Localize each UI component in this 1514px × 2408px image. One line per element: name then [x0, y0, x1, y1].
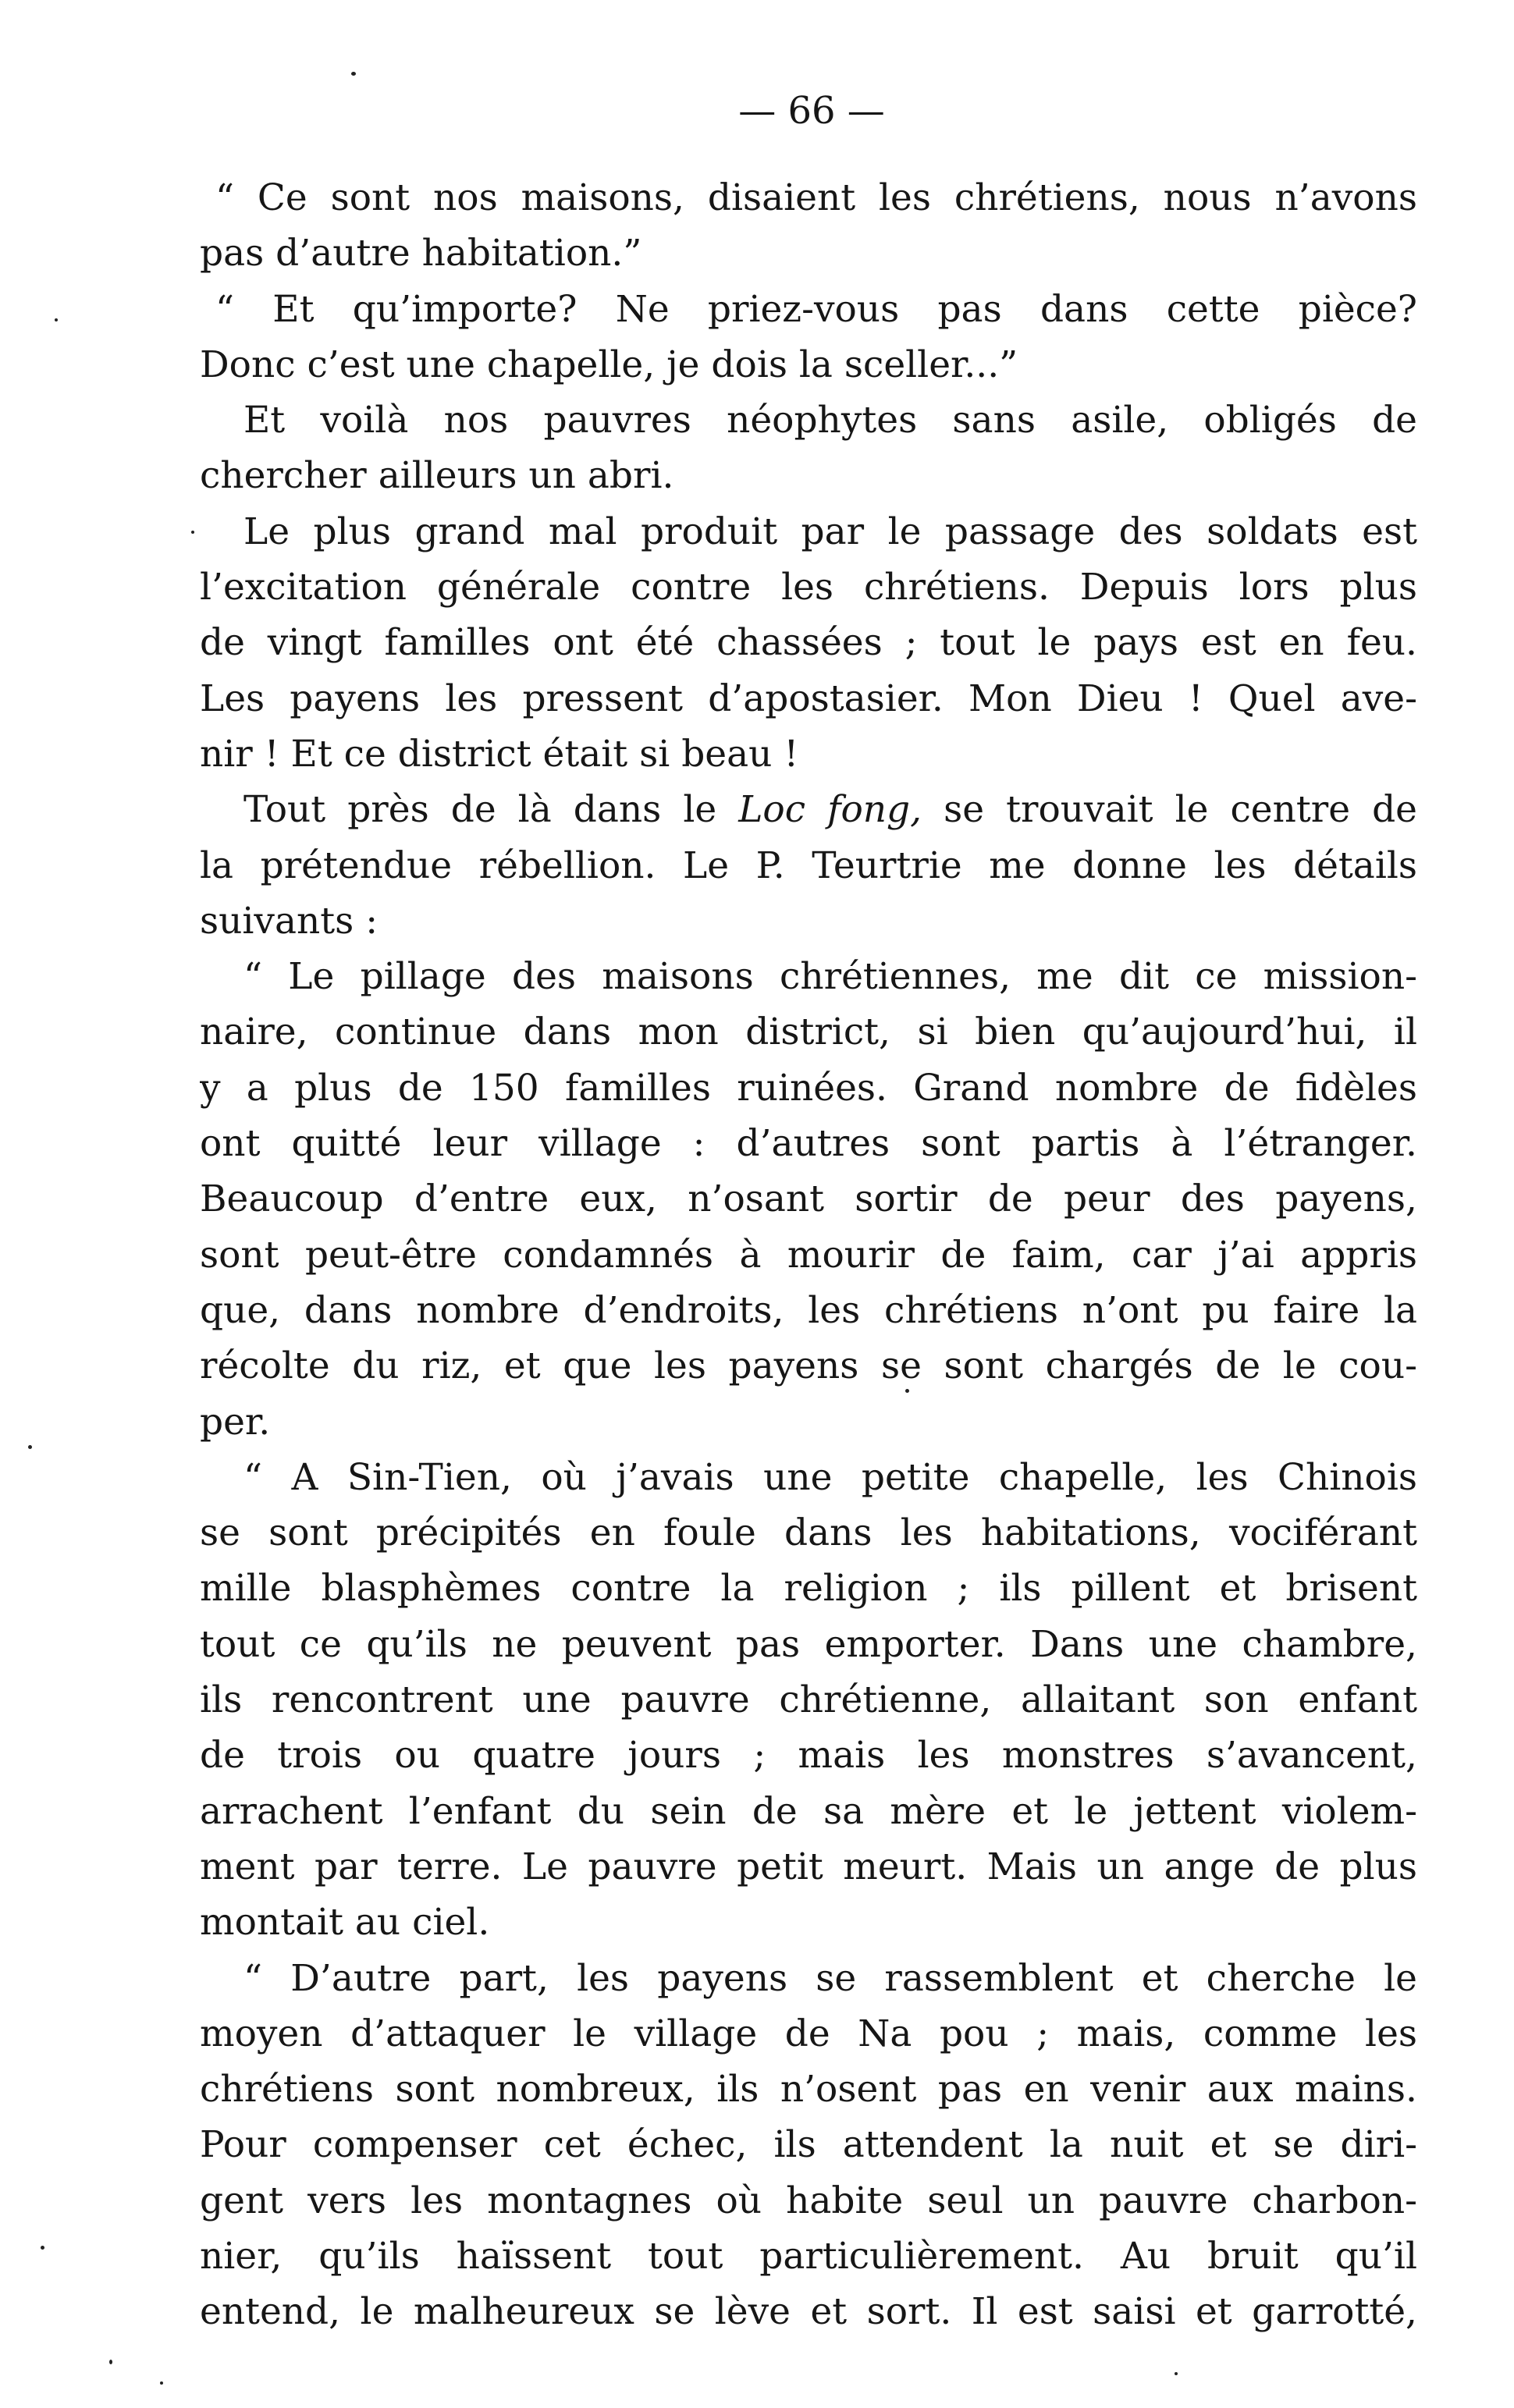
- text-line: per.: [200, 1400, 271, 1444]
- text-line: “ Et qu’importe? Ne priez-vous pas dans cette pièce?: [215, 287, 1417, 331]
- italic-place-name: Loc fong,: [738, 788, 922, 832]
- scan-speck: [905, 1389, 909, 1393]
- scan-speck: [41, 2246, 44, 2250]
- text-line: Beaucoup d’entre eux, n’osant sortir de peur des payens,: [200, 1177, 1417, 1221]
- text-line: “ A Sin-Tien, où j’avais une petite chapelle, les Chinois: [243, 1455, 1417, 1499]
- scan-speck: [351, 72, 356, 76]
- text-line: que, dans nombre d’endroits, les chrétiens n’ont pu faire la: [200, 1288, 1417, 1332]
- text-line: chercher ailleurs un abri.: [200, 454, 674, 498]
- text-line: sont peut-être condamnés à mourir de faim, car j’ai appris: [200, 1233, 1417, 1277]
- text-line: ment par terre. Le pauvre petit meurt. Mais un ange de plus: [200, 1845, 1417, 1888]
- text-line: “ Le pillage des maisons chrétiennes, me dit ce mission-: [243, 955, 1417, 999]
- text-line: arrachent l’enfant du sein de sa mère et le jettent violem-: [200, 1789, 1417, 1833]
- text-line: de vingt familles ont été chassées ; tout le pays est en feu.: [200, 621, 1417, 665]
- text-line: Le plus grand mal produit par le passage des soldats est: [243, 510, 1417, 553]
- text-line: mille blasphèmes contre la religion ; ils pillent et brisent: [200, 1567, 1417, 1611]
- text-line: nir ! Et ce district était si beau !: [200, 732, 799, 776]
- scan-speck: [109, 2360, 112, 2364]
- text-line: Et voilà nos pauvres néophytes sans asile, obligés de: [243, 399, 1417, 442]
- text-line: Les payens les pressent d’apostasier. Mon Dieu ! Quel ave-: [200, 677, 1417, 720]
- scan-speck: [55, 318, 58, 321]
- text-segment: se trouvait le centre de: [922, 788, 1417, 832]
- text-line: tout ce qu’ils ne peuvent pas emporter. Dans une chambre,: [200, 1622, 1417, 1666]
- text-line: ils rencontrent une pauvre chrétienne, allaitant son enfant: [200, 1678, 1417, 1722]
- text-line: pas d’autre habitation.”: [200, 232, 642, 275]
- page-number: — 66 —: [738, 89, 885, 133]
- text-line: chrétiens sont nombreux, ils n’osent pas en venir aux mains.: [200, 2068, 1417, 2111]
- text-line: y a plus de 150 familles ruinées. Grand nombre de fidèles: [200, 1066, 1417, 1110]
- text-line: la prétendue rébellion. Le P. Teurtrie me donne les détails: [200, 844, 1417, 887]
- scan-speck: [1175, 2372, 1178, 2375]
- scan-speck: [28, 1445, 32, 1449]
- text-line: moyen d’attaquer le village de Na pou ; mais, comme les: [200, 2012, 1417, 2055]
- text-line: “ D’autre part, les payens se rassemblent et cherche le: [243, 1956, 1417, 2000]
- text-line: récolte du riz, et que les payens se sont chargés de le cou-: [200, 1344, 1417, 1388]
- text-line: Pour compenser cet échec, ils attendent la nuit et se diri-: [200, 2123, 1417, 2167]
- text-line: montait au ciel.: [200, 1901, 490, 1945]
- text-line: ont quitté leur village : d’autres sont partis à l’étranger.: [200, 1122, 1417, 1166]
- text-line: nier, qu’ils haïssent tout particulièrement. Au bruit qu’il: [200, 2234, 1417, 2278]
- text-line: entend, le malheureux se lève et sort. Il est saisi et garrotté,: [200, 2290, 1417, 2334]
- text-line: [200, 782, 1417, 837]
- body-text: [200, 170, 1417, 2340]
- text-line: de trois ou quatre jours ; mais les monstres s’avancent,: [200, 1734, 1417, 1778]
- text-line: suivants :: [200, 899, 378, 943]
- text-line: l’excitation générale contre les chrétiens. Depuis lors plus: [200, 566, 1417, 609]
- scan-speck: [160, 2381, 163, 2385]
- text-segment: Tout près de là dans le: [243, 788, 739, 832]
- text-line: gent vers les montagnes où habite seul un pauvre charbon-: [200, 2179, 1417, 2222]
- text-line: “ Ce sont nos maisons, disaient les chrétiens, nous n’avons: [215, 176, 1417, 219]
- text-line: se sont précipités en foule dans les habitations, vociférant: [200, 1511, 1417, 1555]
- text-line: naire, continue dans mon district, si bien qu’aujourd’hui, il: [200, 1010, 1417, 1054]
- text-line: Donc c’est une chapelle, je dois la sceller...”: [200, 343, 1018, 386]
- scan-speck: [191, 531, 194, 534]
